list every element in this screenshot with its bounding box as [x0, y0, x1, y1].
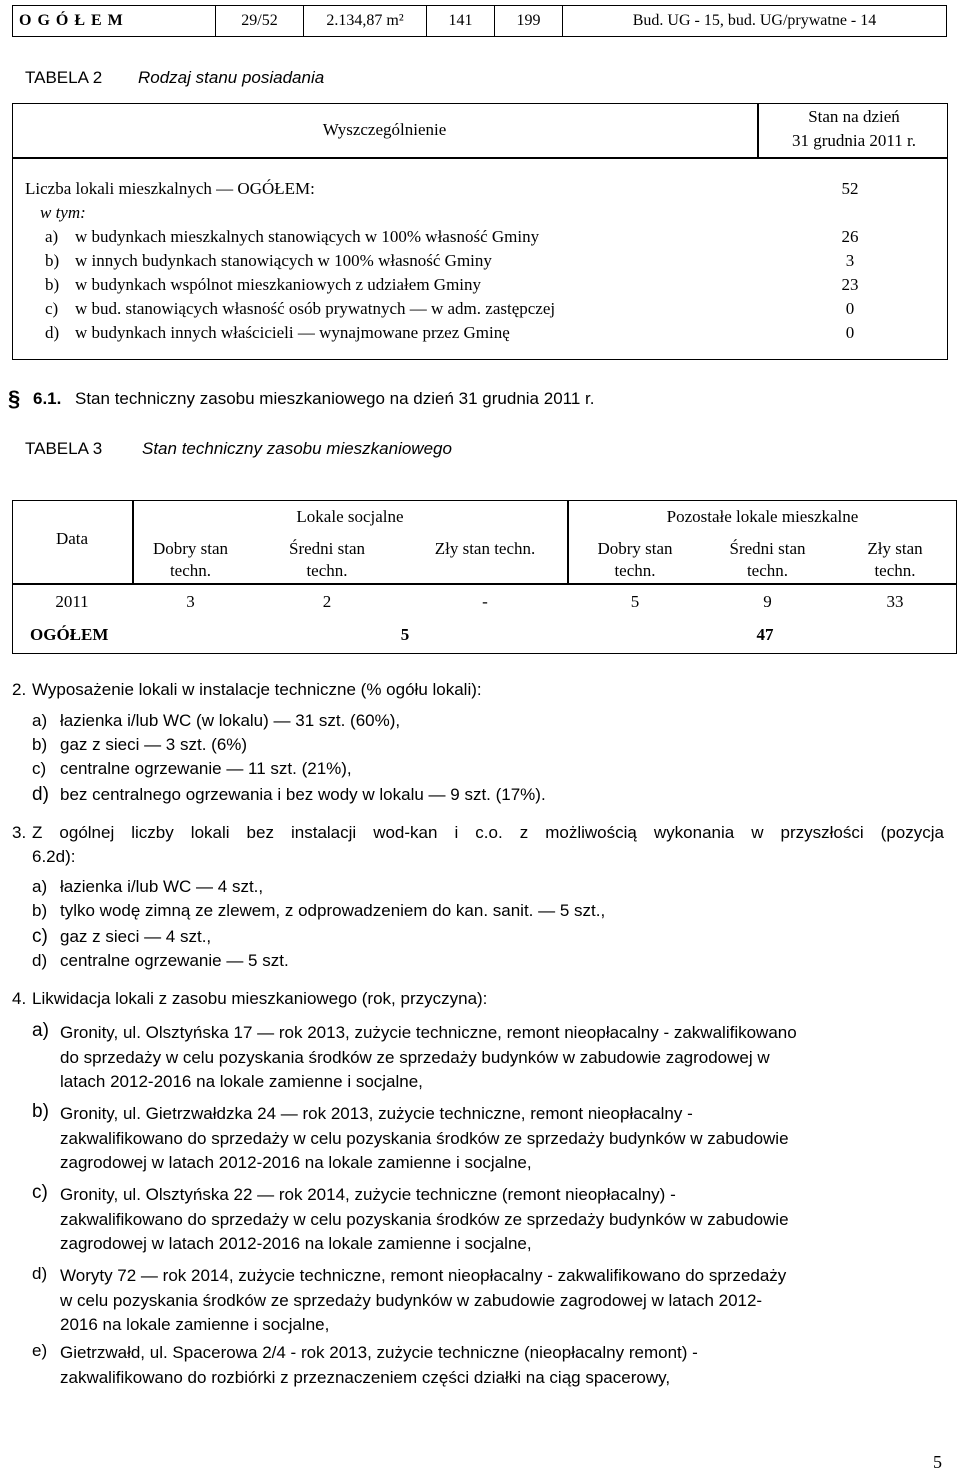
table3-subheader: Średni stan techn. — [288, 539, 366, 580]
table2-row-letter: b) — [45, 251, 60, 270]
point2-item-text: łazienka i/lub WC (w lokalu) — 31 szt. (60%), — [60, 711, 401, 730]
table2-row-letter: a) — [45, 227, 59, 246]
table3-row-year: 2011 — [55, 592, 89, 611]
table3-title: Stan techniczny zasobu mieszkaniowego — [142, 439, 452, 458]
table3-cell: 33 — [886, 592, 904, 611]
point3-item-letter: d) — [32, 951, 48, 970]
section-number: 6.1. — [33, 389, 62, 408]
table2-row-text: w budynkach innych właścicieli — wynajmowane przez Gminę — [75, 323, 510, 342]
point4-item-letter: e) — [32, 1341, 48, 1360]
table3-subheader: Dobry stan techn. — [597, 539, 673, 580]
table3-total-social: 5 — [400, 625, 410, 644]
table2-row-value: 3 — [845, 251, 855, 270]
table2-row-value: 26 — [841, 227, 859, 246]
table2-total-label: Liczba lokali mieszkalnych — OGÓŁEM: — [25, 179, 315, 198]
point2-item-text: bez centralnego ogrzewania i bez wody w lokalu — 9 szt. (17%). — [60, 785, 546, 804]
point4-item-text: Gietrzwałd, ul. Spacerowa 2/4 - rok 2013, zużycie techniczne (nieopłacalny remont) - zakwalifikowano do rozbiórki z przeznaczeniem części działki na ciąg spacerowy, — [60, 1343, 698, 1387]
table3-label: TABELA 3 — [25, 439, 103, 458]
point4-number: 4. — [12, 989, 27, 1008]
section-title: Stan techniczny zasobu mieszkaniowego na dzień 31 grudnia 2011 r. — [75, 389, 595, 408]
table3-cell: 9 — [763, 592, 772, 611]
point4-title: Likwidacja lokali z zasobu mieszkaniowego (rok, przyczyna): — [32, 989, 488, 1008]
table2-header-col-divider — [757, 103, 759, 157]
table3-total-label: OGÓŁEM — [30, 625, 109, 644]
point4-item-letter: c) — [32, 1182, 48, 1203]
table2-header-divider — [12, 157, 948, 159]
section-symbol: § — [8, 386, 21, 411]
table2-total-value: 52 — [841, 179, 859, 198]
table3-subheader: Średni stan techn. — [729, 539, 806, 580]
table3-cell: 2 — [322, 592, 332, 611]
summary-cell: Bud. UG - 15, bud. UG/prywatne - 14 — [563, 6, 947, 37]
point2-item-letter: c) — [32, 759, 47, 778]
point4-item-letter: d) — [32, 1264, 48, 1283]
point3-item-text: gaz z sieci — 4 szt., — [60, 927, 212, 946]
summary-cell: 199 — [495, 6, 563, 37]
summary-cell: 2.134,87 m² — [304, 6, 427, 37]
point3-item-text: tylko wodę zimną ze zlewem, z odprowadzeniem do kan. sanit. — 5 szt., — [60, 901, 606, 920]
page-number: 5 — [933, 1452, 942, 1472]
point4-item-text: Gronity, ul. Olsztyńska 17 — rok 2013, zużycie techniczne, remont nieopłacalny - zakwalifikowano do sprzedaży w celu pozyskania środków ze sprzedaży budynków w zabudowie zagrodowej w latach 2012-2016 na lokale zamienne i socjalne, — [60, 1023, 797, 1091]
point2-number: 2. — [12, 680, 27, 699]
point3-title-line2: 6.2d): — [32, 847, 76, 866]
table2-title: Rodzaj stanu posiadania — [138, 68, 325, 87]
table3-col-date: Data — [55, 529, 89, 548]
table3-header-divider — [12, 583, 957, 585]
table2-col-spec: Wyszczególnienie — [322, 120, 447, 139]
summary-cell: 141 — [427, 6, 495, 37]
point4-item-text: Gronity, ul. Gietrzwałdzka 24 — rok 2013, zużycie techniczne, remont nieopłacalny - zakwalifikowano do sprzedaży w celu pozyskania środków ze sprzedaży budynków w zabudowie zagrodowej w latach 2012-2016 na lokale zamienne i socjalne, — [60, 1104, 789, 1172]
table3-subheader: Dobry stan techn. — [152, 539, 229, 580]
table3-subheader: Zły stan techn. — [867, 539, 923, 580]
point4-item-text: Woryty 72 — rok 2014, zużycie techniczne, remont nieopłacalny - zakwalifikowano do sprzedaży w celu pozyskania środków ze sprzedaży budynków w zabudowie zagrodowej w latach 2012- 2016 na lokale zamienne i socjalne, — [60, 1266, 787, 1334]
point3-title-line1: Z ogólnej liczby lokali bez instalacji wod-kan i c.o. z możliwością wykonania w przyszłości (pozycja — [32, 823, 944, 842]
point2-item-letter: b) — [32, 735, 48, 754]
table2-row-text: w bud. stanowiących własność osób prywatnych — w adm. zastępczej — [75, 299, 556, 318]
table2-row-text: w innych budynkach stanowiących w 100% własność Gminy — [75, 251, 492, 270]
table2-row-letter: c) — [45, 299, 59, 318]
point3-item-text: łazienka i/lub WC — 4 szt., — [60, 877, 264, 896]
table2-label: TABELA 2 — [25, 68, 103, 87]
point2-item-letter: a) — [32, 711, 48, 730]
table2-row-value: 0 — [845, 299, 855, 318]
table3-cell: 3 — [186, 592, 195, 611]
summary-row-table — [12, 5, 947, 37]
table2-row-letter: b) — [45, 275, 60, 294]
point3-item-letter: a) — [32, 877, 48, 896]
table2-row-text: w budynkach mieszkalnych stanowiących w 100% własność Gminy — [75, 227, 540, 246]
summary-label: O G Ó Ł E M — [13, 6, 216, 37]
point3-item-letter: c) — [32, 926, 48, 947]
table2-row-letter: d) — [45, 323, 60, 342]
table2-col-state-1: Stan na dzień — [808, 107, 900, 126]
table3-total-other: 47 — [756, 625, 774, 644]
point4-item-text: Gronity, ul. Olsztyńska 22 — rok 2014, zużycie techniczne (remont nieopłacalny) - zakwalifikowano do sprzedaży w celu pozyskania środków ze sprzedaży budynków w zabudowie zagrodowej w latach 2012-2016 na lokale zamienne i socjalne, — [60, 1185, 789, 1253]
table2-row-text: w budynkach wspólnot mieszkaniowych z udziałem Gminy — [75, 275, 482, 294]
point2-title: Wyposażenie lokali w instalacje techniczne (% ogółu lokali): — [32, 680, 482, 699]
point4-item-letter: b) — [32, 1101, 49, 1122]
table2-in-that: w tym: — [40, 203, 86, 222]
table2-col-state-2: 31 grudnia 2011 r. — [791, 131, 917, 150]
point2-item-text: gaz z sieci — 3 szt. (6%) — [60, 735, 248, 754]
point3-item-text: centralne ogrzewanie — 5 szt. — [60, 951, 289, 970]
table2-row-value: 0 — [845, 323, 855, 342]
point2-item-letter: d) — [32, 784, 49, 805]
point4-item-letter: a) — [32, 1020, 49, 1041]
table3-subheader: Zły stan techn. — [434, 539, 536, 558]
table3-cell: - — [482, 592, 488, 611]
point3-item-letter: b) — [32, 901, 48, 920]
point3-number: 3. — [12, 823, 27, 842]
table3-group-other: Pozostałe lokale mieszkalne — [666, 507, 859, 526]
table2-row-value: 23 — [841, 275, 859, 294]
table3-group-social: Lokale socjalne — [296, 507, 404, 526]
point2-item-text: centralne ogrzewanie — 11 szt. (21%), — [60, 759, 352, 778]
table3-cell: 5 — [630, 592, 640, 611]
summary-cell: 29/52 — [216, 6, 304, 37]
